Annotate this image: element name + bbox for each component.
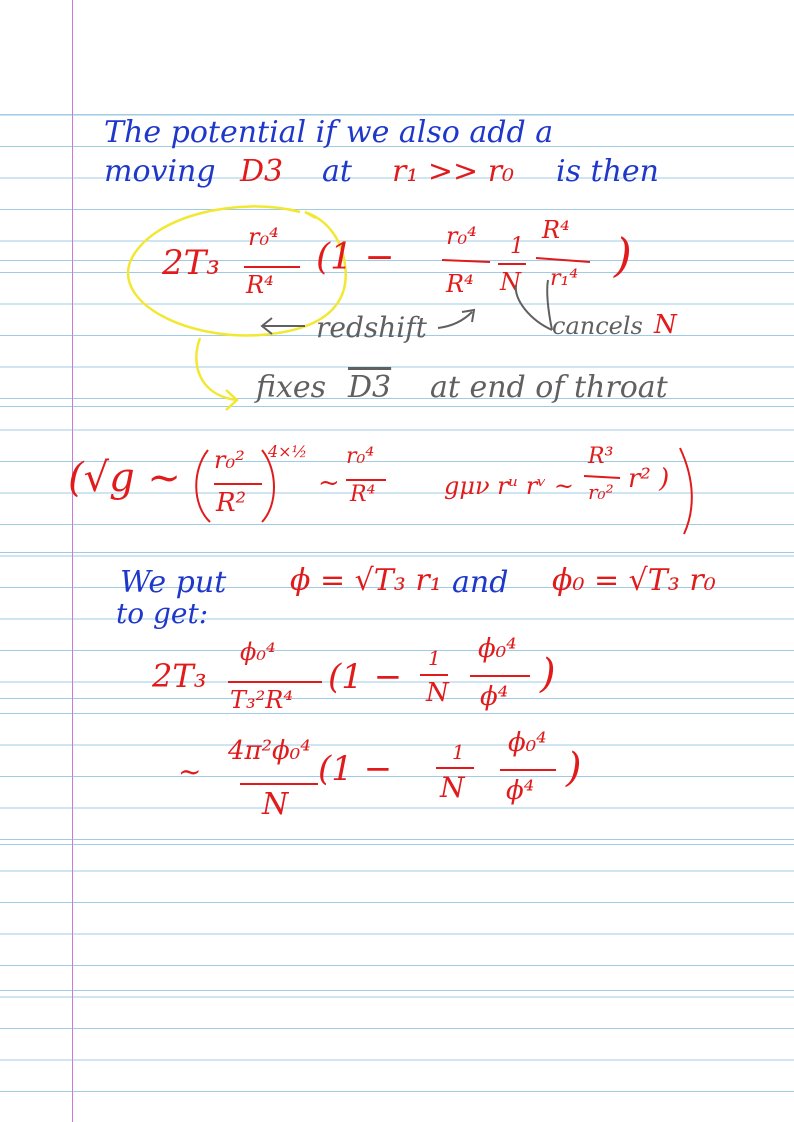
eq1-factor1-denominator: R⁴ xyxy=(446,270,474,298)
eq1-numerator: r₀⁴ xyxy=(248,223,279,251)
eq2-metric-denominator: r₀² xyxy=(588,480,614,504)
eq1-denominator: R⁴ xyxy=(246,271,274,299)
eq4-tilde: ~ xyxy=(178,755,202,788)
eq2-ratio-numerator: r₀⁴ xyxy=(346,444,375,469)
eq3-factor1-denominator: N xyxy=(426,678,449,708)
fixes-d3: D3 xyxy=(348,370,392,405)
fixes-label: fixes xyxy=(256,370,327,405)
eq1-close-paren: ) xyxy=(614,228,632,282)
and-label: and xyxy=(452,565,509,600)
eq3-coefficient: 2T₃ xyxy=(152,657,207,695)
cancels-label: cancels xyxy=(552,312,643,340)
eq4-open-paren: (1 − xyxy=(318,749,393,789)
eq1-factor1-numerator: r₀⁴ xyxy=(446,222,477,250)
note-line-2-moving: moving xyxy=(104,154,216,189)
eq2-tail: r² ) xyxy=(628,464,670,494)
eq3-factor2-denominator: ϕ⁴ xyxy=(480,682,509,712)
eq4-factor2-numerator: ϕ₀⁴ xyxy=(508,728,547,758)
eq3-open-paren: (1 − xyxy=(328,657,403,697)
note-line-2-at: at xyxy=(322,154,352,189)
eq4-factor1-denominator: N xyxy=(440,771,465,804)
cancels-n: N xyxy=(654,310,677,340)
eq3-denominator: T₃²R⁴ xyxy=(230,686,293,714)
eq4-denominator: N xyxy=(262,787,289,822)
note-line-2-is-then: is then xyxy=(556,154,659,189)
eq4-factor1-numerator: 1 xyxy=(452,740,465,764)
we-put-label: We put xyxy=(120,565,227,600)
eq2-ratio-denominator: R⁴ xyxy=(350,482,376,507)
eq4-numerator: 4π²ϕ₀⁴ xyxy=(228,736,311,766)
eq2-base-numerator: r₀² xyxy=(214,446,245,474)
eq3-close-paren: ) xyxy=(540,651,556,697)
eq1-factor3-denominator: r₁⁴ xyxy=(550,266,579,291)
eq1-open-paren: (1 − xyxy=(316,237,395,278)
eq2-exponent: 4×½ xyxy=(268,442,308,461)
eq2-sqrt-g: (√g ~ xyxy=(68,455,181,501)
note-line-2-d3: D3 xyxy=(240,154,284,189)
eq2-tilde: ~ xyxy=(318,468,340,498)
to-get-label: to get: xyxy=(116,597,209,630)
eq2-metric: gμν rᵘ rᵛ ~ xyxy=(444,472,575,500)
phi0-definition: ϕ₀ = √T₃ r₀ xyxy=(552,563,716,598)
eq3-factor1-numerator: 1 xyxy=(428,646,441,670)
eq1-factor2-numerator: 1 xyxy=(510,234,524,259)
eq4-factor2-denominator: ϕ⁴ xyxy=(506,776,535,806)
fixes-end-of-throat: at end of throat xyxy=(430,370,668,405)
eq1-coefficient: 2T₃ xyxy=(162,243,220,283)
eq1-factor2-denominator: N xyxy=(500,268,521,296)
eq2-metric-numerator: R³ xyxy=(588,444,614,469)
note-line-2-condition: r₁ >> r₀ xyxy=(392,154,515,189)
eq2-base-denominator: R² xyxy=(216,488,246,518)
redshift-label: redshift xyxy=(316,311,427,344)
note-line-1: The potential if we also add a xyxy=(104,115,554,150)
phi-definition: ϕ = √T₃ r₁ xyxy=(290,563,442,598)
eq4-close-paren: ) xyxy=(566,745,582,791)
eq3-factor2-numerator: ϕ₀⁴ xyxy=(478,634,517,664)
eq3-numerator: ϕ₀⁴ xyxy=(240,638,276,666)
eq1-factor3-numerator: R⁴ xyxy=(542,216,570,244)
